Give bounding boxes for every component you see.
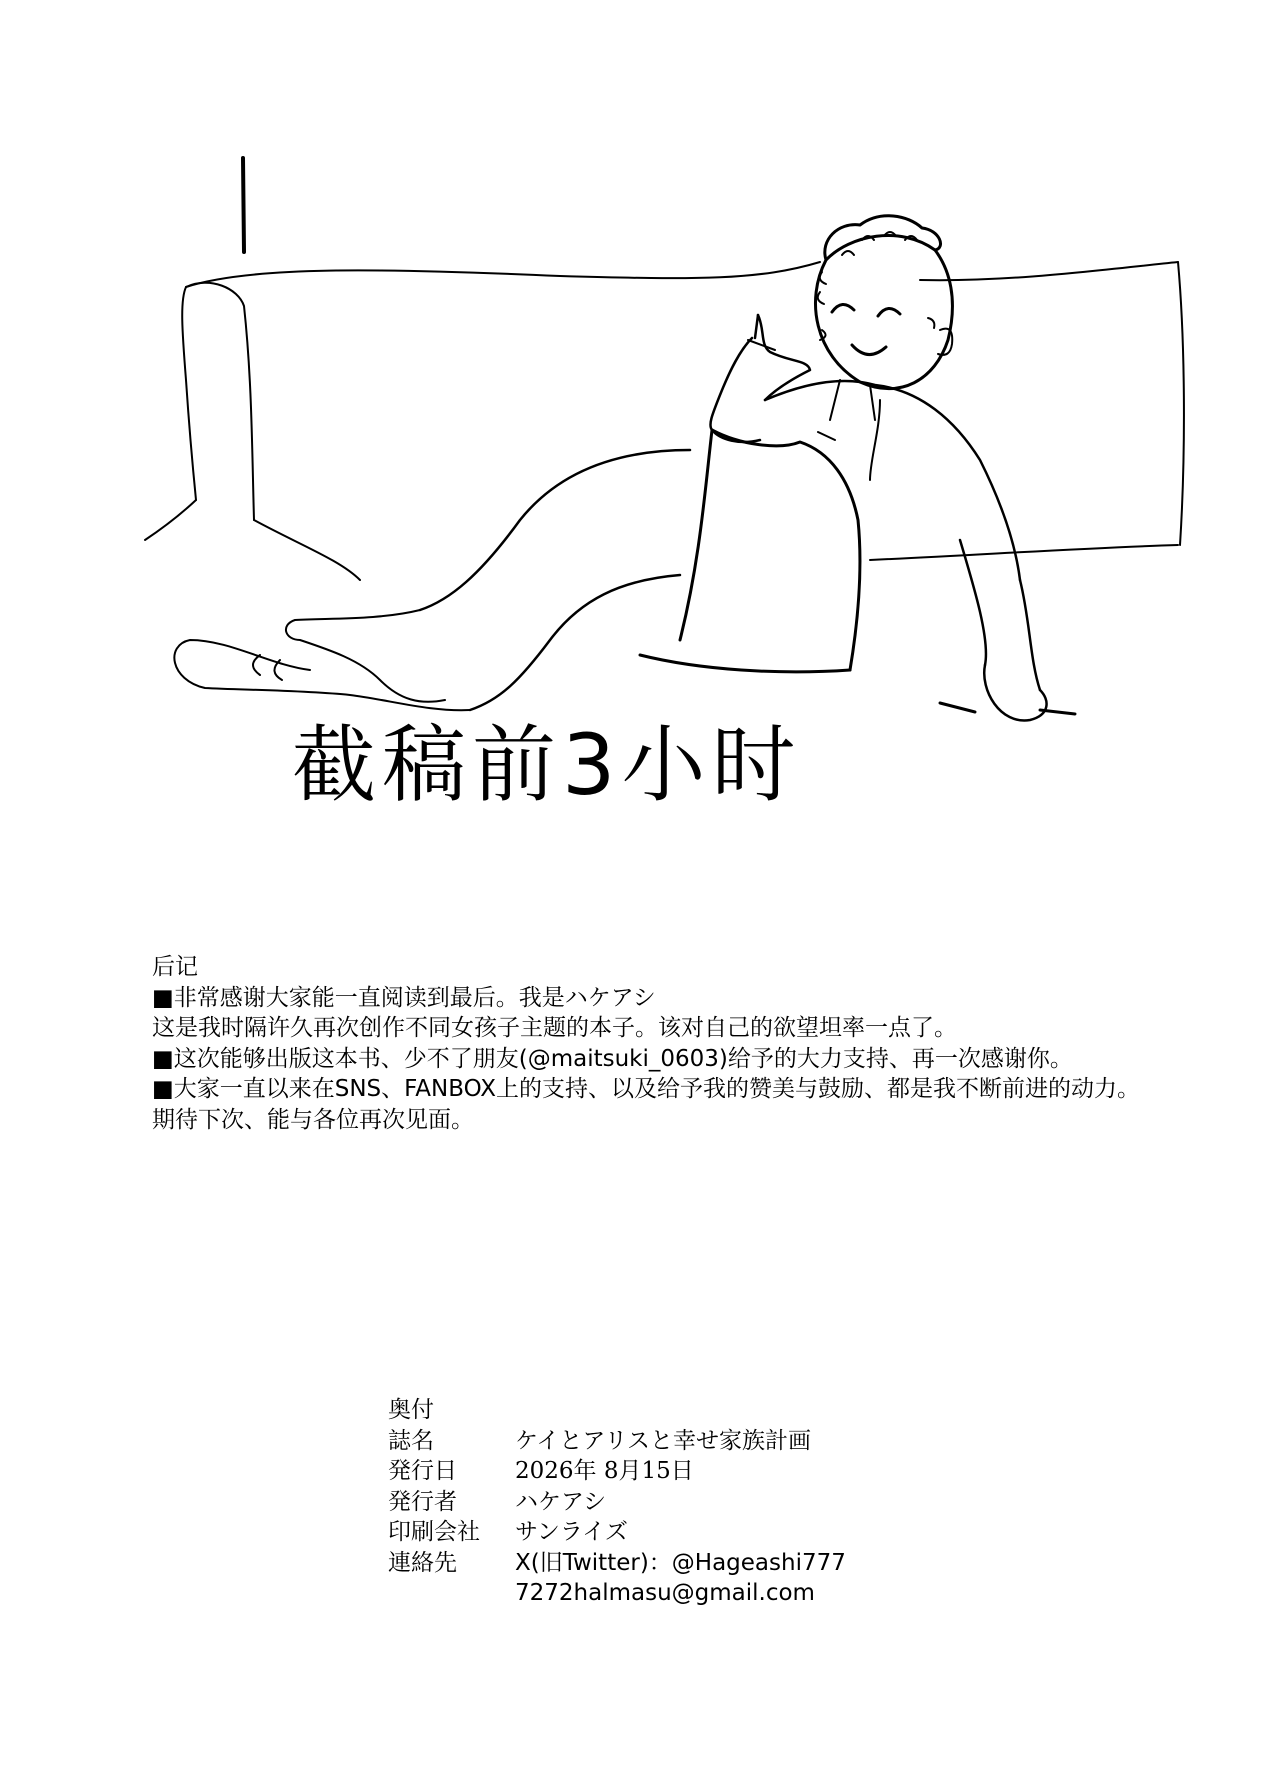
lower-arm [1020,580,1040,690]
foot-left [286,610,445,702]
colophon-row-title [388,1426,846,1457]
wall-line [243,158,244,252]
colophon-key: 誌名 [388,1427,434,1454]
colophon-row-email [388,1578,846,1609]
colophon-value: X(旧Twitter)：@Hageashi777 [515,1549,846,1576]
colophon-key [388,1578,515,1609]
eyes [832,304,900,316]
colophon-row-date [388,1456,846,1487]
colophon-row-contact [388,1548,846,1579]
colophon-row-printer [388,1517,846,1548]
afterword-section [152,952,1152,1135]
colophon-key: 発行日 [388,1458,457,1484]
colophon-key: 印刷会社 [388,1519,480,1545]
sofa-armrest [186,283,254,520]
foot-right [174,640,470,710]
hand-pen [984,665,1046,720]
sofa-seat [870,545,1178,560]
sofa-backrest [186,262,820,287]
colophon-section [388,1395,846,1609]
colophon-row-publisher [388,1487,846,1518]
raised-leg [420,450,690,610]
handwritten-caption: 截稿前3小时 [292,716,802,814]
colophon-value: 7272halmasu@gmail.com [515,1580,815,1606]
skirt [712,430,860,670]
colophon-key: 発行者 [388,1488,457,1515]
afterword-title: 后记 [152,954,198,980]
head [815,236,952,389]
colophon-title: 奥付 [388,1397,434,1423]
colophon-value: ケイとアリスと幸せ家族計画 [515,1427,812,1454]
afterword-line: ■非常感谢大家能一直阅读到最后。我是ハケアシ [152,984,656,1011]
afterword-line: 期待下次、能与各位再次见面。 [152,1106,474,1133]
afterword-line: ■大家一直以来在SNS、FANBOX上的支持、以及给予我的赞美与鼓励、都是我不断前进的动力。 [152,1076,1140,1102]
colophon-value: サンライズ [515,1519,628,1545]
mouth [852,345,886,355]
afterword-line: 这是我时隔许久再次创作不同女孩子主题的本子。该对自己的欲望坦率一点了。 [152,1015,957,1041]
colophon-value: ハケアシ [515,1488,607,1515]
colophon-key: 連絡先 [388,1549,457,1576]
colophon-value: 2026年 8月15日 [515,1458,694,1484]
afterword-line: ■这次能够出版这本书、少不了朋友(@maitsuki_0603)给予的大力支持、再一次感谢你。 [152,1045,1073,1072]
raised-arm [710,315,758,430]
shirt [765,381,1020,580]
